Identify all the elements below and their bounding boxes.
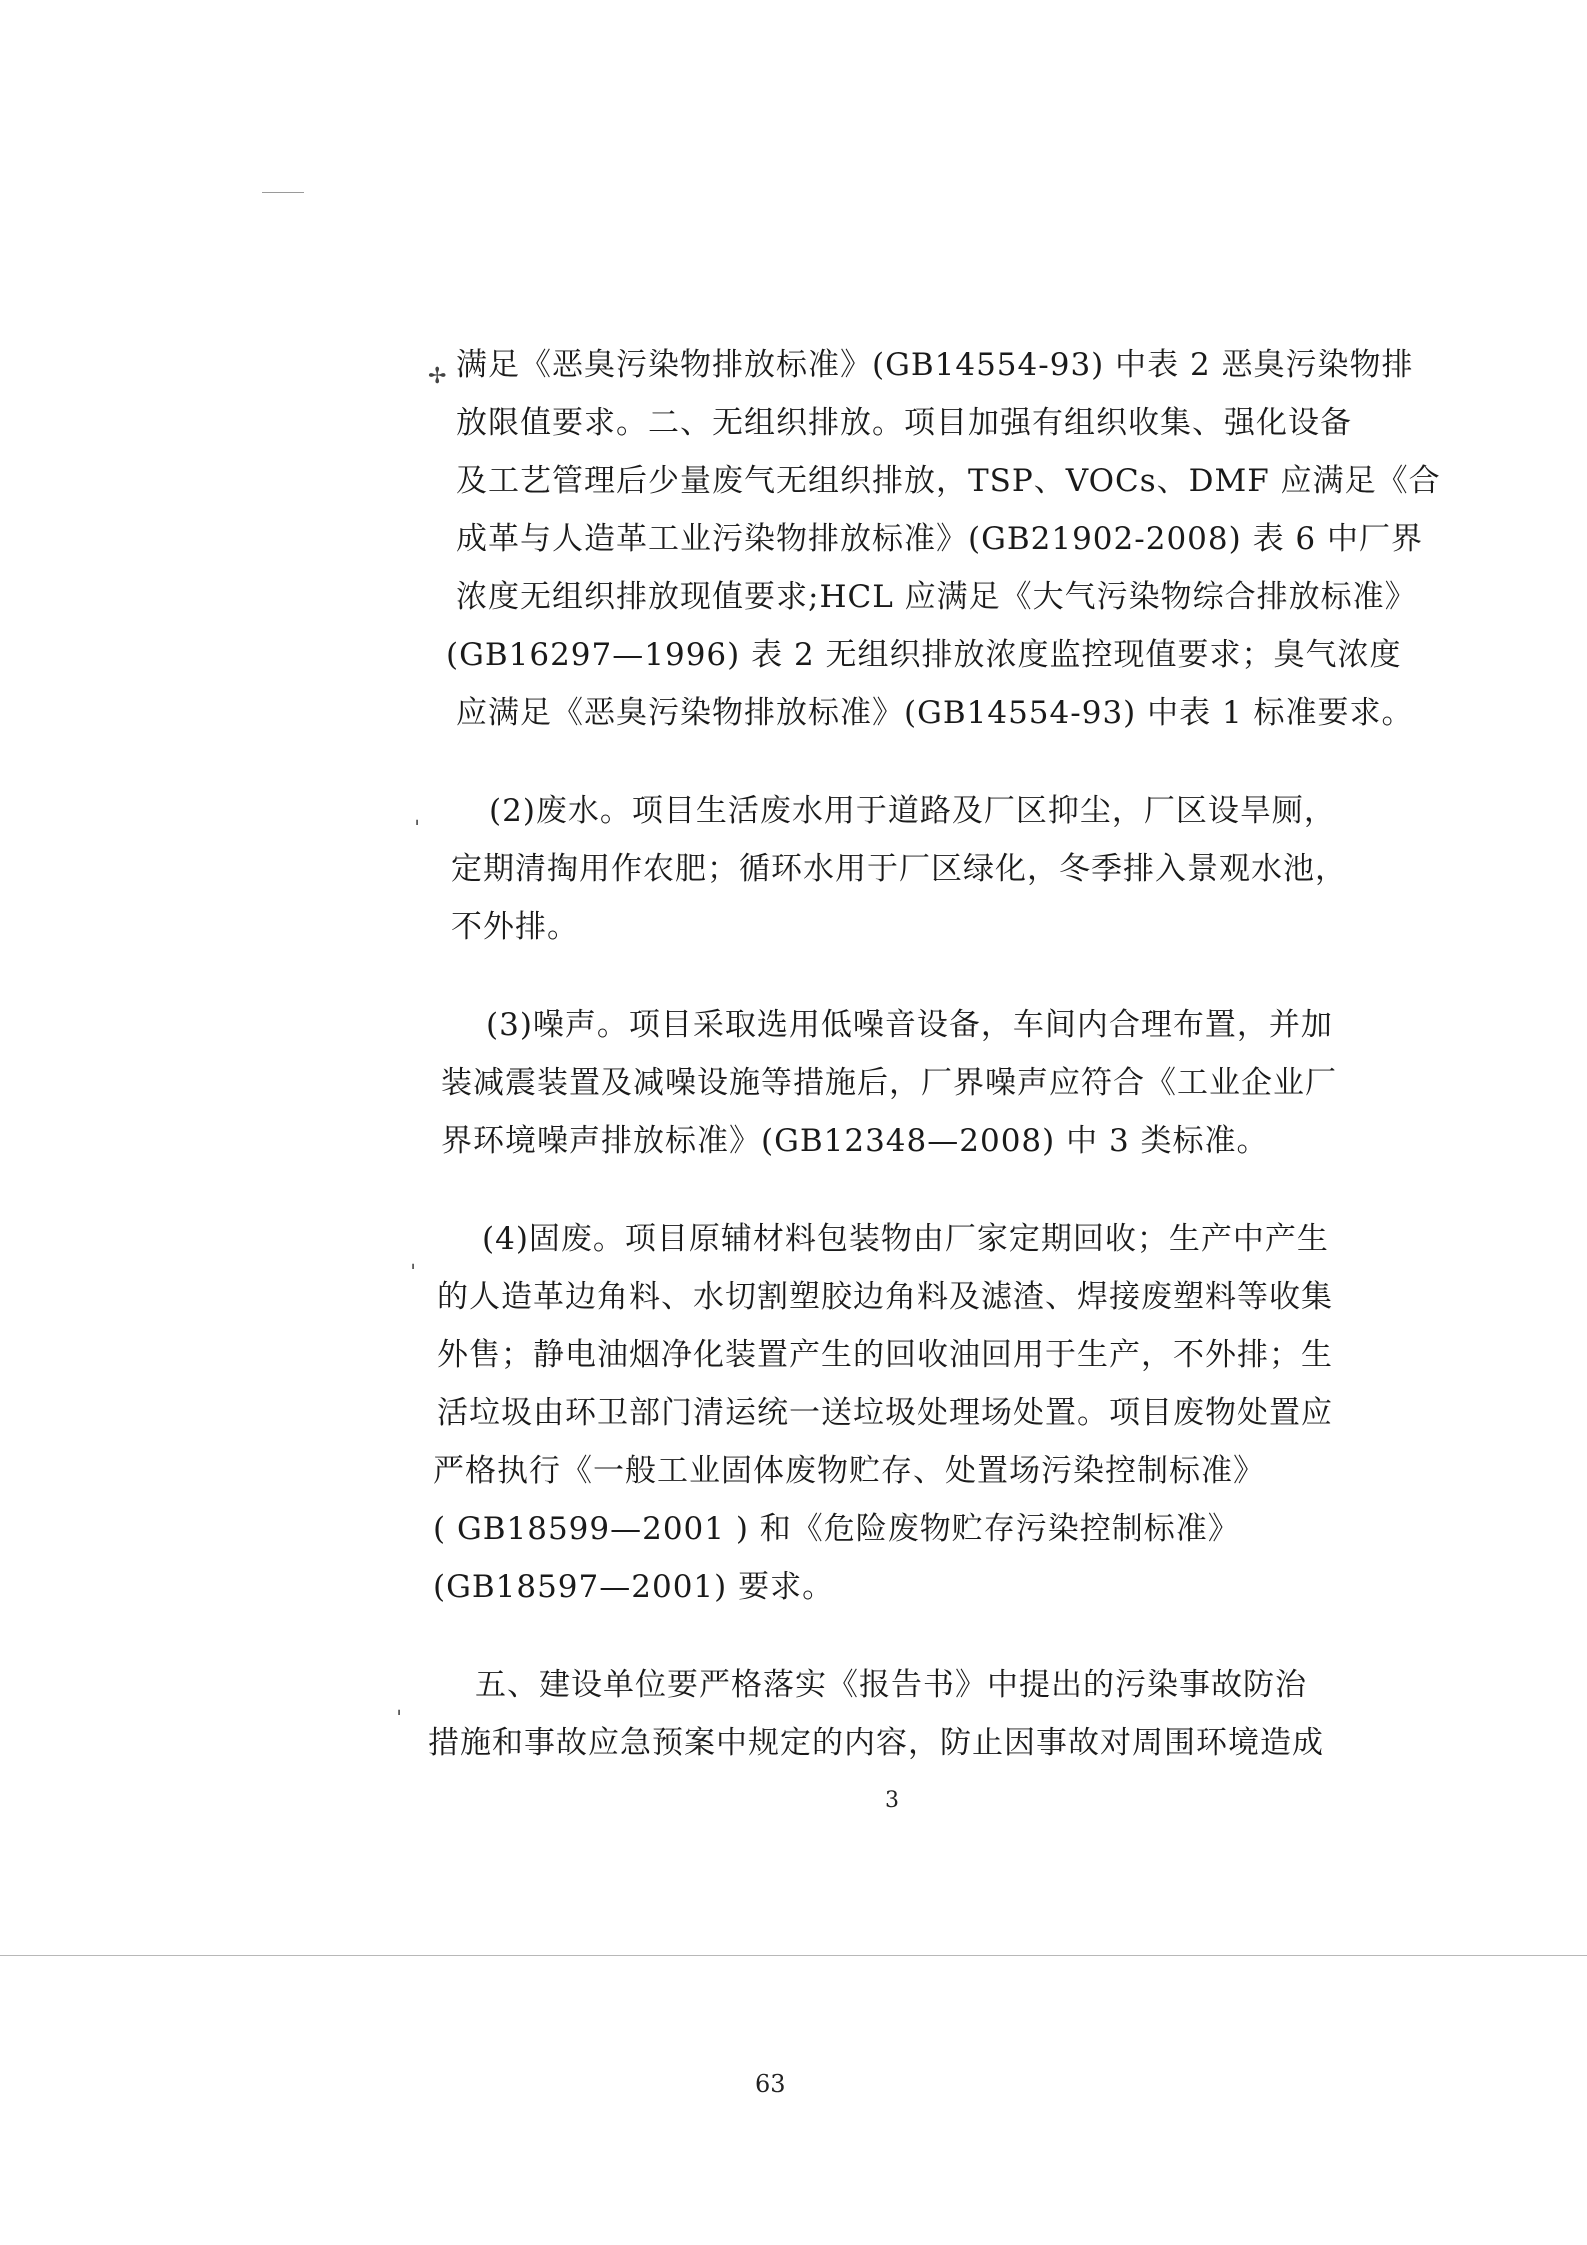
text-line: 外售；静电油烟净化装置产生的回收油回用于生产，不外排；生 [437, 1337, 1333, 1373]
footer-page-number: 63 [755, 2070, 786, 2098]
scan-speck: ✢ [428, 364, 447, 389]
text-line: (2)废水。项目生活废水用于道路及厂区抑尘，厂区设旱厕， [489, 793, 1336, 829]
scan-mark-top [262, 192, 304, 193]
text-line: 及工艺管理后少量废气无组织排放，TSP、VOCs、DMF 应满足《合 [456, 463, 1441, 499]
text-line: 装减震装置及减噪设施等措施后，厂界噪声应符合《工业企业厂 [441, 1065, 1337, 1101]
text-line: 严格执行《一般工业固体废物贮存、处置场污染控制标准》 [433, 1453, 1265, 1489]
text-line: 界环境噪声排放标准》(GB12348—2008) 中 3 类标准。 [441, 1123, 1269, 1159]
text-line: 定期清掏用作农肥；循环水用于厂区绿化，冬季排入景观水池， [451, 851, 1347, 887]
text-line: (GB16297—1996) 表 2 无组织排放浓度监控现值要求；臭气浓度 [446, 637, 1402, 673]
text-line: 满足《恶臭污染物排放标准》(GB14554-93) 中表 2 恶臭污染物排 [456, 347, 1414, 383]
text-line: (4)固废。项目原辅材料包装物由厂家定期回收；生产中产生 [482, 1221, 1329, 1257]
scan-speck: ˈ [414, 818, 421, 843]
text-line: 成革与人造革工业污染物排放标准》(GB21902-2008) 表 6 中厂界 [456, 521, 1423, 557]
text-line: 措施和事故应急预案中规定的内容，防止因事故对周围环境造成 [428, 1725, 1324, 1761]
scan-speck: ˈ [410, 1262, 417, 1287]
page-number: 3 [885, 1788, 899, 1813]
text-line: 五、建设单位要严格落实《报告书》中提出的污染事故防治 [475, 1667, 1307, 1703]
text-line: (3)噪声。项目采取选用低噪音设备，车间内合理布置，并加 [486, 1007, 1333, 1043]
text-line: 放限值要求。二、无组织排放。项目加强有组织收集、强化设备 [456, 405, 1352, 441]
text-line: 应满足《恶臭污染物排放标准》(GB14554-93) 中表 1 标准要求。 [456, 695, 1414, 731]
text-line: (GB18597—2001) 要求。 [433, 1569, 835, 1605]
text-line: 的人造革边角料、水切割塑胶边角料及滤渣、焊接废塑料等收集 [437, 1279, 1333, 1315]
text-line: 不外排。 [451, 909, 579, 945]
text-line: ( GB18599—2001 ) 和《危险废物贮存污染控制标准》 [433, 1511, 1240, 1547]
scan-divider-line [0, 1955, 1587, 1956]
text-line: 浓度无组织排放现值要求;HCL 应满足《大气污染物综合排放标准》 [456, 579, 1417, 615]
scan-speck: ˈ [396, 1708, 403, 1733]
text-line: 活垃圾由环卫部门清运统一送垃圾处理场处置。项目废物处置应 [437, 1395, 1333, 1431]
